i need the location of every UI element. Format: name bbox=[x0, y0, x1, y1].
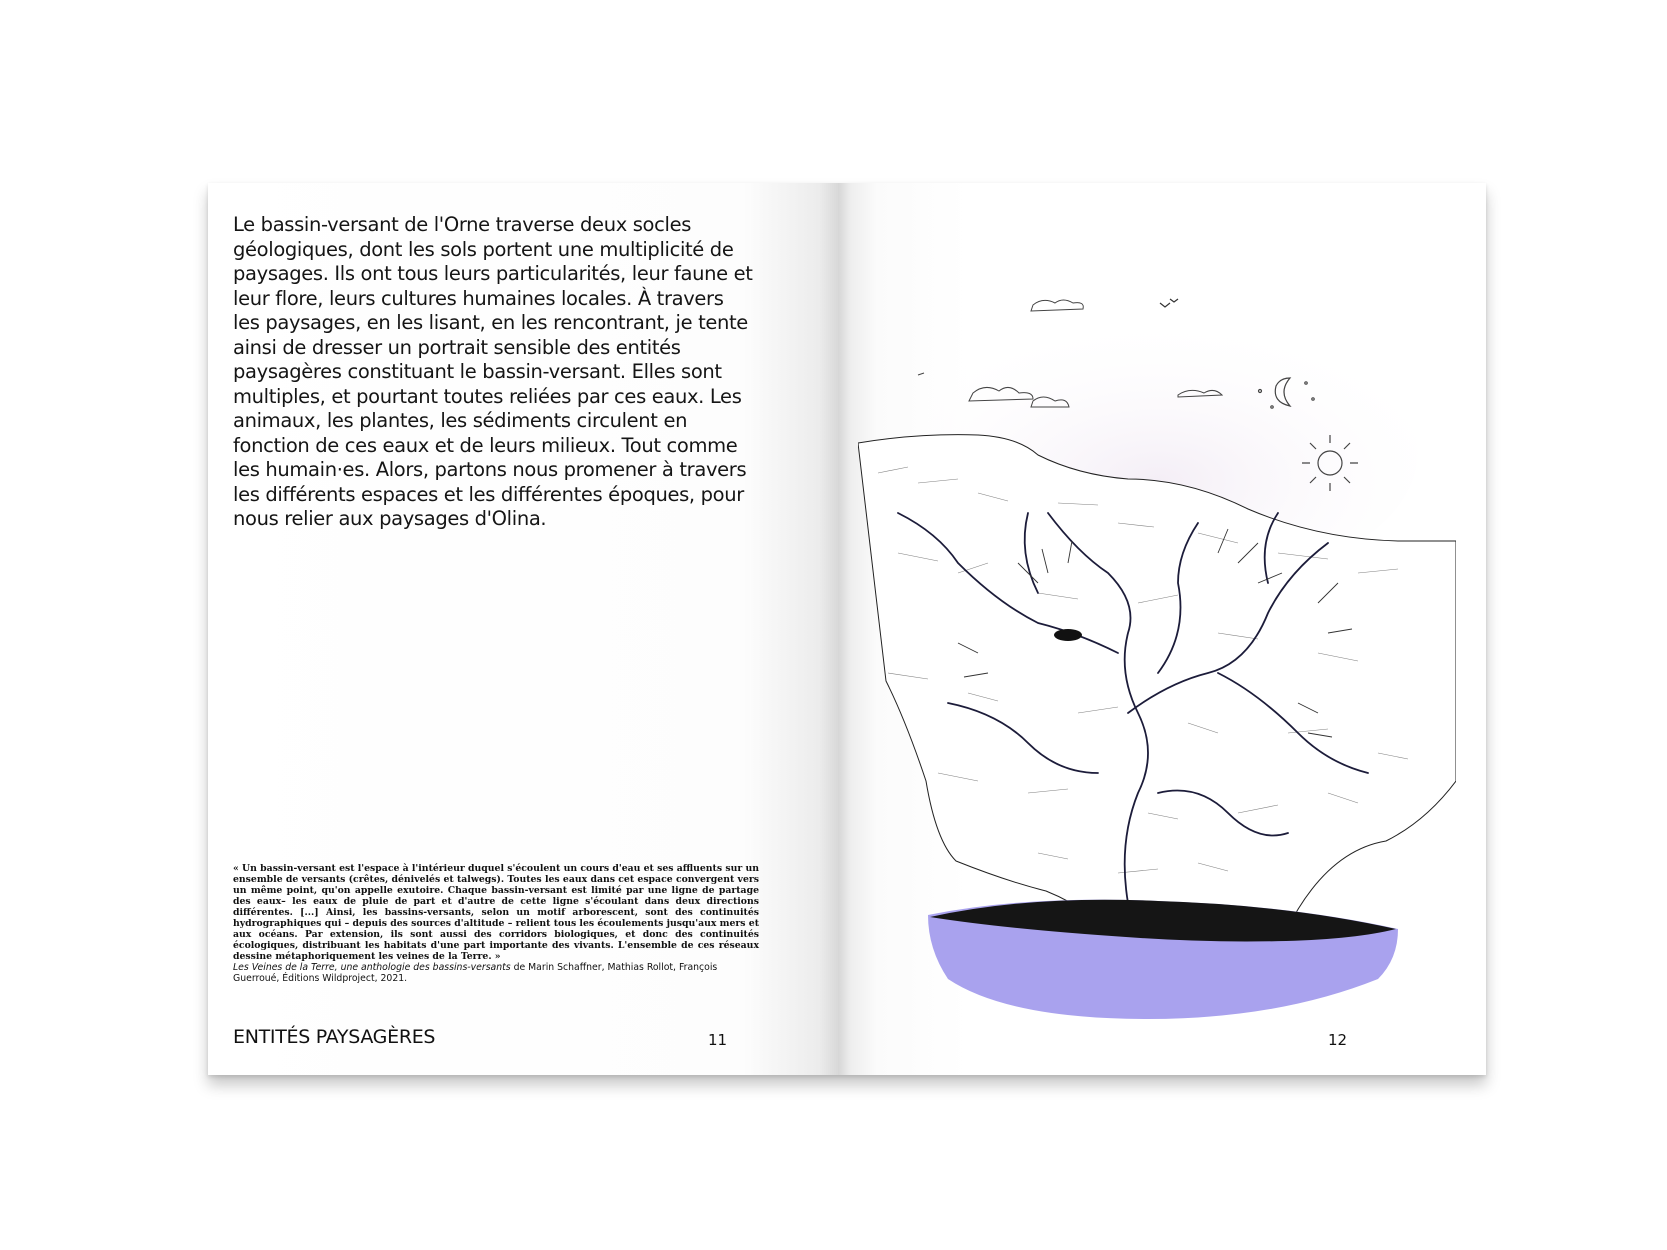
left-page bbox=[208, 183, 838, 1075]
quote-footnote bbox=[233, 863, 759, 984]
citation bbox=[233, 962, 759, 984]
citation-title: Les Veines de la Terre, une anthologie des bassins-versants bbox=[233, 962, 511, 973]
right-page bbox=[838, 183, 1486, 1075]
body-paragraph: Le bassin-versant de l'Orne traverse deux socles géologiques, dont les sols portent une multiplicité de paysages. Ils ont tous leurs particularités, leur faune et leur flore, leurs cultures humaines locales. À travers les paysages, en les lisant, en les rencontrant, je tente ainsi de dresser un portrait sensible des entités paysagères constituant le bassin-versant. Elles sont multiples, et pourtant toutes reliées par ces eaux. Les animaux, les plantes, les sédiments circulent en fonction de ces eaux et de leurs milieux. Tout comme les humain·es. Alors, partons nous promener à travers les différents espaces et les différentes époques, pour nous relier aux paysages d'Olina. bbox=[233, 213, 753, 530]
page-number-right: 12 bbox=[1328, 1031, 1348, 1049]
page-number-left: 11 bbox=[708, 1031, 728, 1049]
running-title: ENTITÉS PAYSAGÈRES bbox=[233, 1026, 436, 1048]
book-spread bbox=[208, 183, 1486, 1075]
quote-text: « Un bassin-versant est l'espace à l'intérieur duquel s'écoulent un cours d'eau et ses affluents sur un ensemble de versants (crêtes, dénivelés et talwegs). Toutes les eaux dans cet espace convergent vers un même point, qu'on appelle exutoire. Chaque bassin-versant est limité par une ligne de partage des eaux– les eaux de pluie de part et d'autre de cette ligne s'écoulant dans deux directions différentes. [...] Ainsi, les bassins-versants, selon un motif arborescent, sont des continuités hydrographiques qui – depuis des sources d'altitude – relient tous les écoulements jusqu'aux mers et aux océans. Par extension, ils sont aussi des corridors biologiques, et donc des continuités écologiques, distribuant les habitats d'une part importante des vivants. L'ensemble de ces réseaux dessine métaphoriquement les veines de la Terre. » bbox=[233, 863, 759, 962]
watershed-illustration-icon bbox=[858, 253, 1456, 1023]
citation-authors: de Marin Schaffner, Mathias Rollot, François Guerroué, Éditions Wildproject, 2021. bbox=[233, 962, 718, 984]
